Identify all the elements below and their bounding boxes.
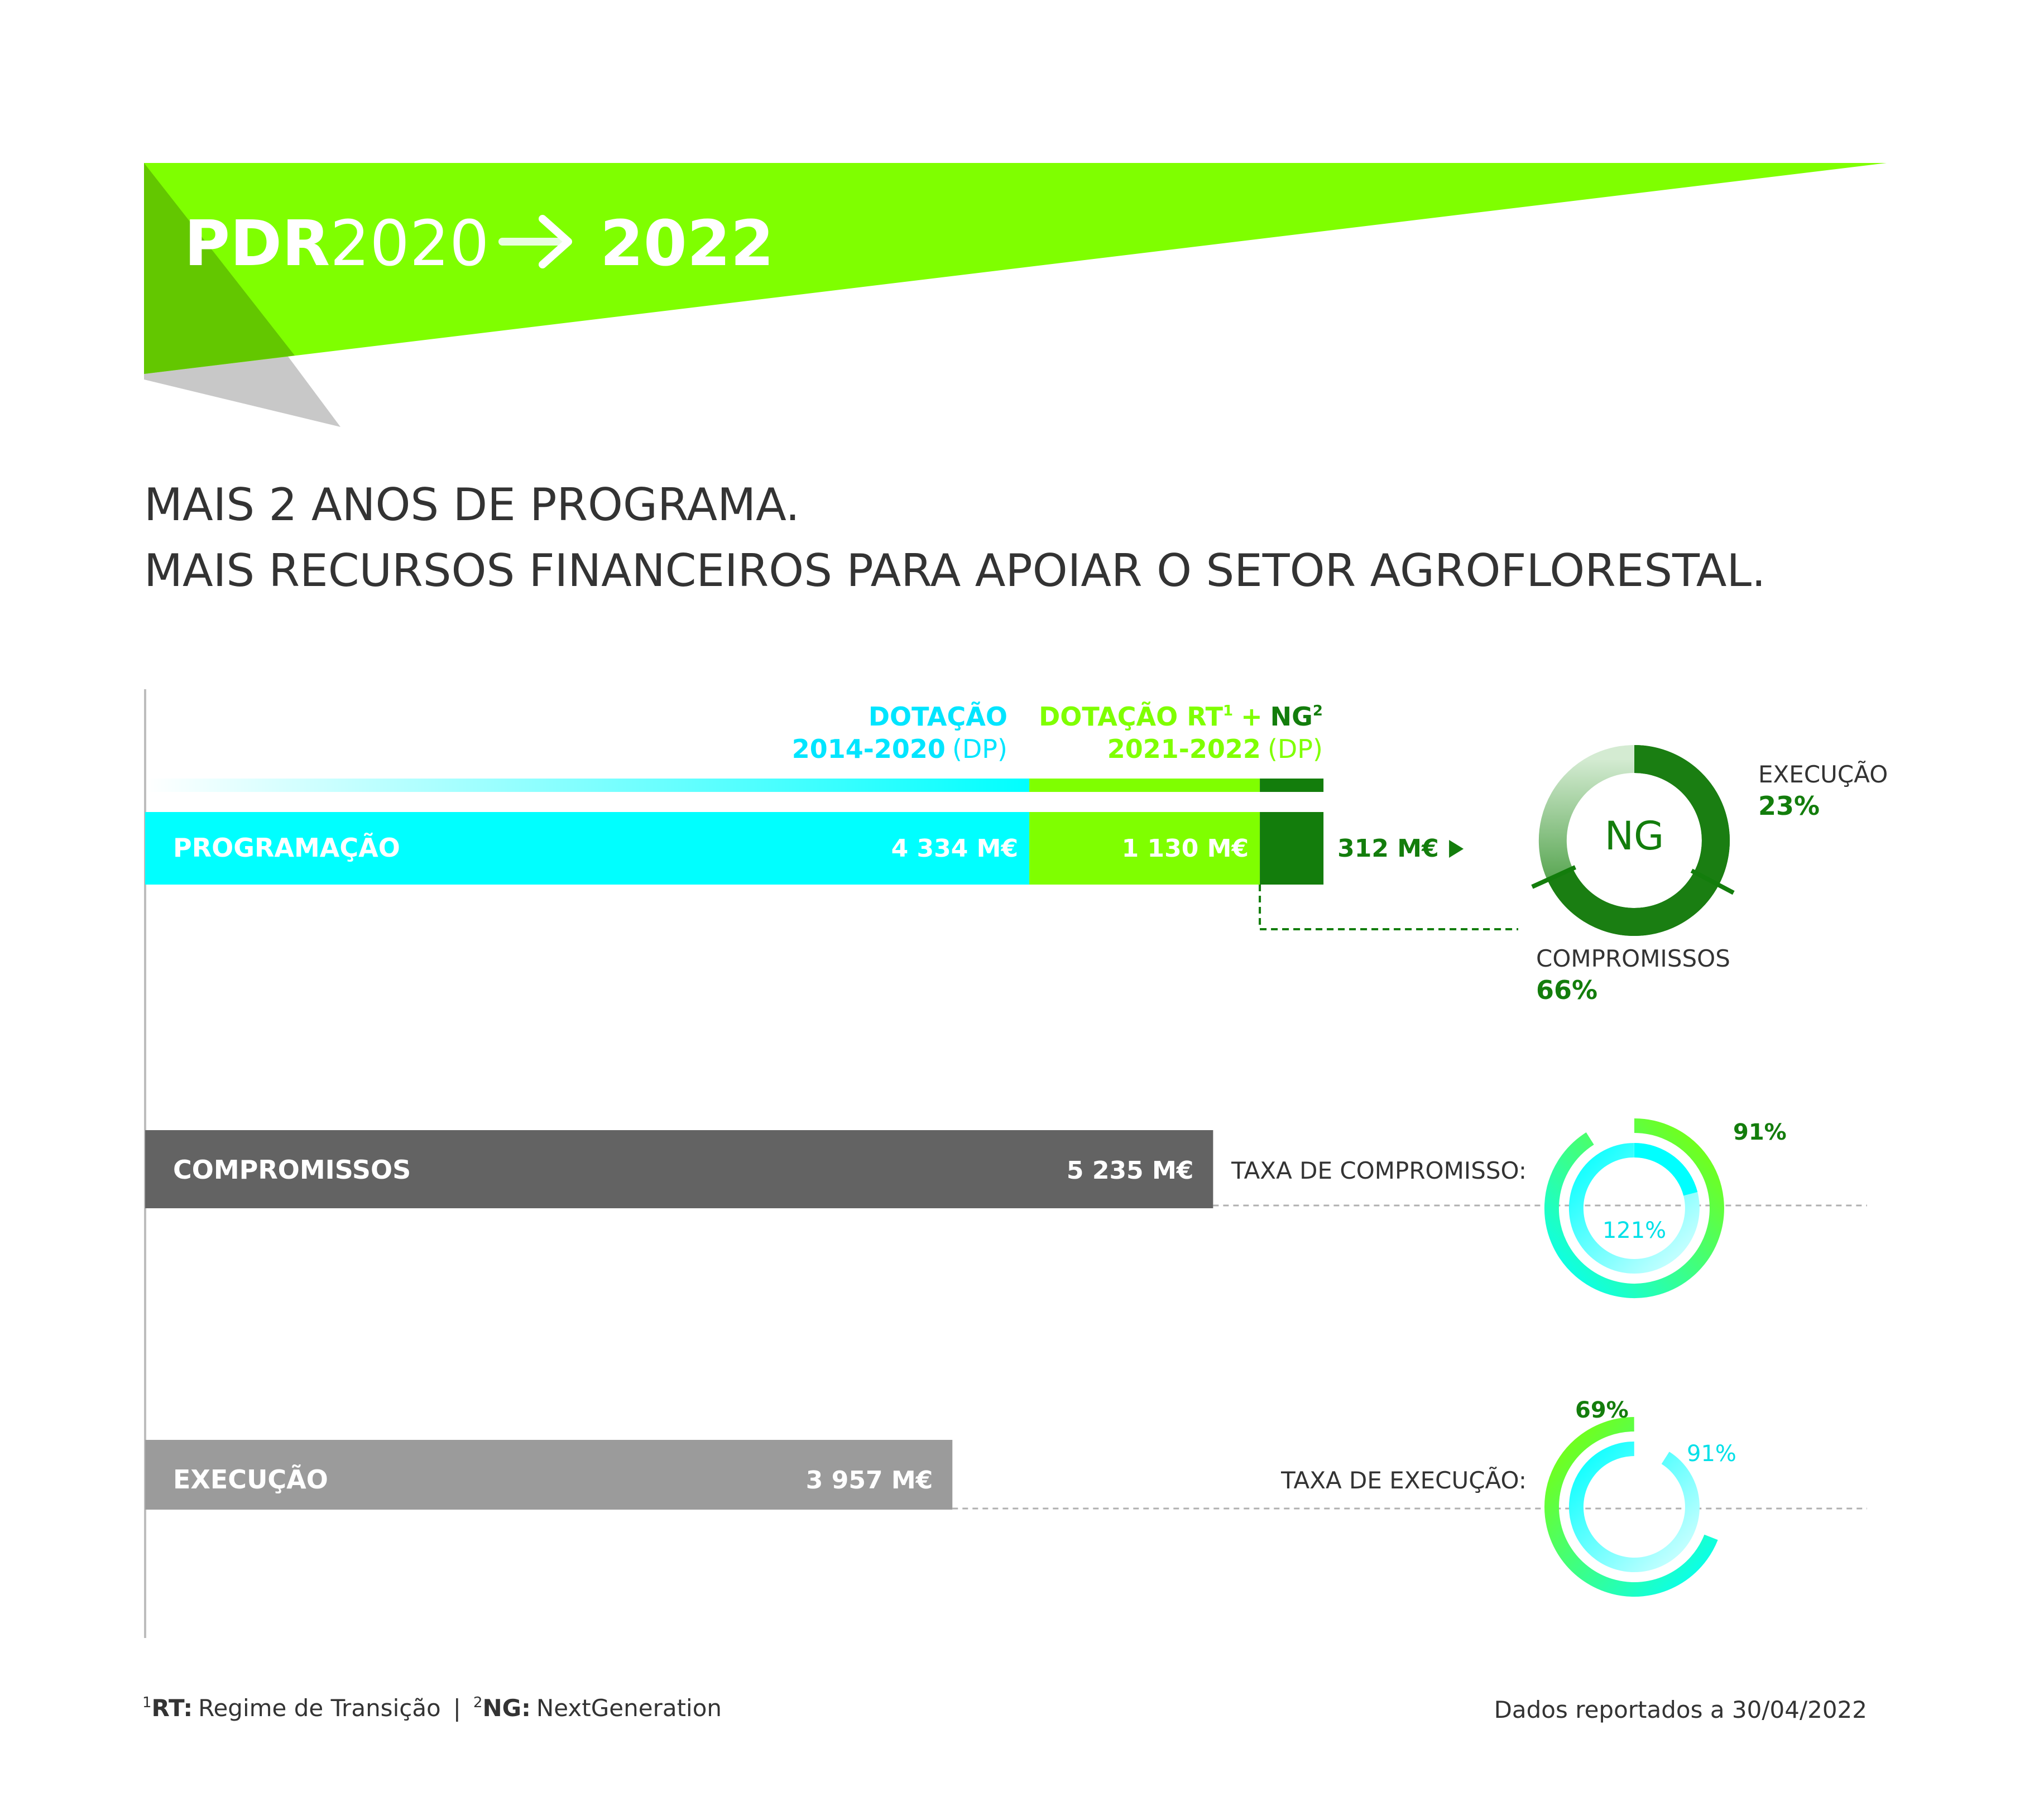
strip-segment-dotacao-a (145, 779, 1029, 792)
taxa-compromisso-inner-overflow-arc (1634, 1150, 1691, 1194)
legend-dotacao-a-period (792, 734, 1007, 764)
legend-dotacao-b-years: 2021-2022 (1107, 734, 1261, 764)
headline-line-2: MAIS RECURSOS FINANCEIROS PARA APOIAR O SETOR AGROFLORESTAL. (144, 545, 1766, 597)
header-title (184, 208, 489, 280)
ng-compromissos-label: COMPROMISSOS (1536, 945, 1730, 972)
legend-dotacao-a-years: 2014-2020 (791, 734, 946, 764)
legend-dotacao-a-suffix: (DP) (952, 734, 1007, 764)
bar-execucao-value: 3 957 M€ (805, 1466, 933, 1495)
data-date-note: Dados reportados a 30/04/2022 (1494, 1696, 1867, 1723)
header-year: 2022 (600, 208, 774, 280)
headline-line-1: MAIS 2 ANOS DE PROGRAMA. (144, 479, 800, 531)
header-banner (144, 163, 1887, 427)
legend-dotacao-b-sup1: 1 (1223, 703, 1234, 719)
taxa-execucao-label: TAXA DE EXECUÇÃO: (1281, 1467, 1527, 1494)
ng-donut (1532, 759, 1888, 1005)
taxa-execucao-inner-arc (1576, 1449, 1692, 1565)
header-brand-light: 2020 (330, 208, 490, 280)
play-arrow-icon (1449, 840, 1464, 858)
bar-compromissos-value: 5 235 M€ (1066, 1156, 1194, 1185)
footnote-ng-abbr: NG: (482, 1694, 531, 1722)
footnote-rt-abbr: RT: (151, 1694, 193, 1722)
legend-dotacao-b-plus: + (1241, 702, 1263, 732)
footnote-rt-text: Regime de Transição (198, 1694, 441, 1722)
legend-dotacao-b-label: DOTAÇÃO RT (1039, 702, 1223, 732)
footnote-sup1: 1 (142, 1694, 152, 1711)
legend-dotacao-a-title: DOTAÇÃO (868, 702, 1007, 732)
legend-dotacao-b-sup2: 2 (1312, 703, 1323, 719)
bar-programacao-category: PROGRAMAÇÃO (173, 833, 400, 863)
strip-segment-dotacao-b (1029, 779, 1260, 792)
bar-programacao-value-b: 1 130 M€ (1121, 834, 1249, 863)
bar-compromissos (145, 1130, 1867, 1208)
bar-programacao-segment-ng (1260, 812, 1323, 885)
taxa-execucao-inner-value: 91% (1687, 1441, 1736, 1467)
ng-connector-line (1260, 885, 1518, 929)
footnote-ng-text: NextGeneration (536, 1694, 722, 1722)
strip-segment-ng (1260, 779, 1323, 792)
footnote-separator: | (453, 1694, 461, 1722)
legend-dotacao-b-period (1107, 734, 1323, 764)
bar-programacao-value-ng: 312 M€ (1337, 834, 1439, 863)
taxa-compromisso-inner-value: 121% (1602, 1218, 1667, 1243)
ng-compromissos-value: 66% (1536, 975, 1598, 1005)
ng-donut-center-label: NG (1604, 813, 1664, 859)
legend-dotacao-b-ng: NG (1270, 702, 1313, 732)
legend-dotacao-b-suffix: (DP) (1267, 734, 1323, 764)
header-brand-bold: PDR (184, 208, 330, 280)
bar-execucao-category: EXECUÇÃO (173, 1464, 328, 1495)
footnotes (142, 1694, 722, 1722)
footnote-sup2: 2 (473, 1694, 483, 1711)
taxa-compromisso-outer-value: 91% (1733, 1120, 1787, 1145)
ng-execucao-value: 23% (1758, 791, 1820, 821)
bar-programacao-value-a: 4 334 M€ (891, 834, 1019, 863)
legend-dotacao-b-title (1039, 701, 1323, 732)
bar-compromissos-category: COMPROMISSOS (173, 1155, 411, 1185)
allocation-strip (145, 779, 1323, 792)
bar-programacao (145, 812, 1518, 929)
ng-execucao-label: EXECUÇÃO (1758, 761, 1888, 788)
taxa-execucao-donut (1552, 1397, 1736, 1589)
taxa-execucao-outer-value: 69% (1575, 1397, 1629, 1423)
taxa-compromisso-label: TAXA DE COMPROMISSO: (1231, 1157, 1527, 1184)
